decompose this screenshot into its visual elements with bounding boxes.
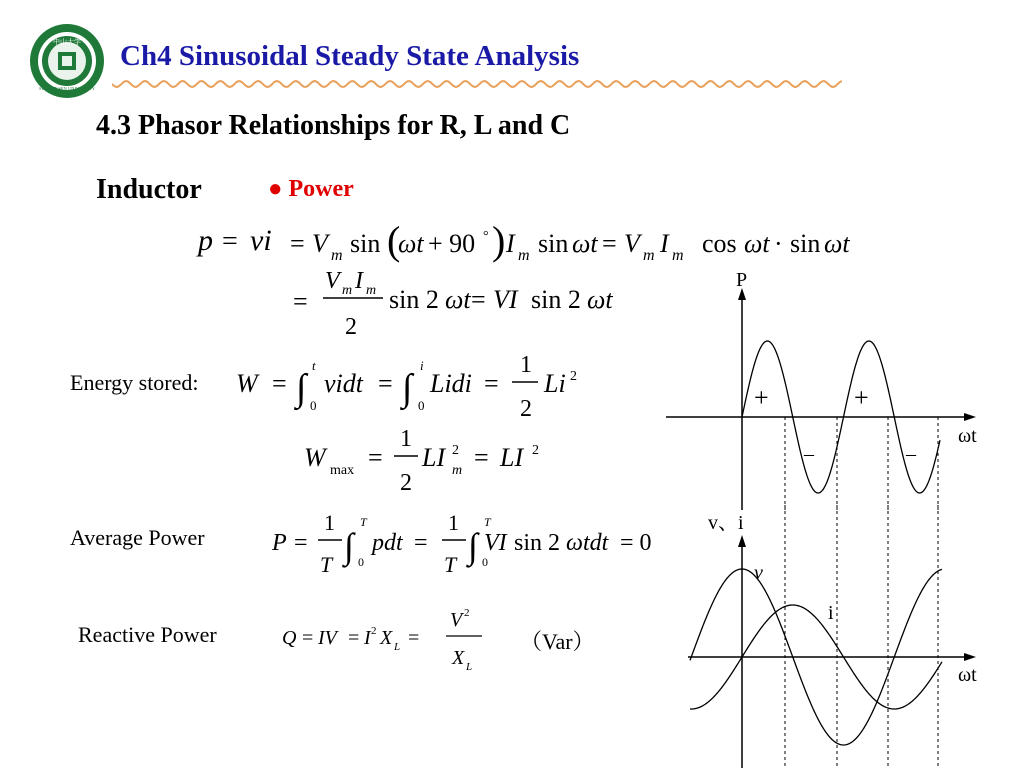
svg-text:LI: LI xyxy=(422,443,446,472)
svg-text:m: m xyxy=(672,247,684,264)
svg-text:=: = xyxy=(294,530,308,556)
svg-text:=: = xyxy=(602,229,617,258)
svg-text:m: m xyxy=(643,247,655,264)
svg-text:m: m xyxy=(342,283,353,298)
svg-text:vidt: vidt xyxy=(324,369,363,398)
svg-text:2: 2 xyxy=(532,443,539,458)
svg-text:0: 0 xyxy=(358,555,364,569)
svg-text:∫: ∫ xyxy=(402,367,413,409)
svg-text:t: t xyxy=(312,358,316,373)
svg-text:X: X xyxy=(380,627,393,649)
minus-sign-1: – xyxy=(804,443,814,465)
svg-text:max: max xyxy=(330,463,355,478)
svg-text:=: = xyxy=(222,226,238,257)
topic-heading: Inductor xyxy=(96,174,202,205)
university-logo xyxy=(28,22,106,100)
svg-text:cos: cos xyxy=(702,229,737,258)
svg-text:V: V xyxy=(624,229,640,258)
svg-text:·: · xyxy=(774,229,783,258)
svg-text:Lidi: Lidi xyxy=(430,369,472,398)
svg-text:m: m xyxy=(331,247,343,264)
svg-text:sin 2: sin 2 xyxy=(389,285,439,314)
svg-text:0: 0 xyxy=(418,398,425,413)
svg-text:ωt: ωt xyxy=(572,229,598,258)
slide-title: Ch4 Sinusoidal Steady State Analysis xyxy=(120,40,580,72)
vi-x-label: ωt xyxy=(958,664,977,686)
vi-y-arrow xyxy=(738,535,746,547)
svg-text:sin: sin xyxy=(350,229,381,258)
svg-text:ωt: ωt xyxy=(824,229,850,258)
svg-text:2: 2 xyxy=(400,470,412,496)
svg-text:1: 1 xyxy=(448,510,459,535)
svg-text:T: T xyxy=(484,515,491,529)
svg-text:+ 90: + 90 xyxy=(428,229,476,258)
average-power-label: Average Power xyxy=(70,525,205,550)
svg-text:=: = xyxy=(378,369,393,398)
subtopic-heading: ● Power xyxy=(268,176,354,202)
svg-text:°: ° xyxy=(483,229,489,244)
svg-text:=: = xyxy=(474,443,489,472)
svg-text:ωt: ωt xyxy=(744,229,770,258)
svg-text:ωt: ωt xyxy=(587,285,613,314)
svg-text:W: W xyxy=(304,443,326,472)
plus-sign-1: + xyxy=(754,383,769,412)
svg-text:2: 2 xyxy=(464,607,470,619)
svg-text:VI: VI xyxy=(484,530,507,556)
svg-text:m: m xyxy=(518,247,530,264)
svg-text:ωtdt: ωtdt xyxy=(566,530,609,556)
voltage-current-plot xyxy=(660,505,1000,768)
svg-text:P: P xyxy=(272,530,287,556)
svg-text:=: = xyxy=(368,443,383,472)
svg-text:∫: ∫ xyxy=(296,367,307,409)
title-underline xyxy=(112,78,842,90)
svg-text:0: 0 xyxy=(482,555,488,569)
svg-text:=: = xyxy=(484,369,499,398)
svg-text:I: I xyxy=(364,627,371,649)
svg-text:IV: IV xyxy=(318,627,337,649)
power-equation-line2 xyxy=(285,262,665,342)
vi-x-arrow xyxy=(964,653,976,661)
svg-text:1: 1 xyxy=(400,426,412,452)
average-power-equation xyxy=(268,506,668,586)
svg-text:(: ( xyxy=(387,218,401,263)
svg-text:2: 2 xyxy=(371,625,377,637)
svg-text:0: 0 xyxy=(310,398,317,413)
power-x-arrow xyxy=(964,413,976,421)
svg-text:=: = xyxy=(272,369,287,398)
svg-text:sin: sin xyxy=(790,229,821,258)
var-unit: （Var） xyxy=(520,629,595,654)
energy-equation xyxy=(232,348,602,428)
svg-text:=: = xyxy=(408,627,420,649)
svg-text:V: V xyxy=(312,229,328,258)
svg-text:pdt: pdt xyxy=(372,530,403,556)
svg-text:=: = xyxy=(290,229,305,258)
svg-text:m: m xyxy=(366,283,377,298)
svg-text:T: T xyxy=(444,552,457,577)
svg-text:2: 2 xyxy=(520,396,532,422)
svg-text:I: I xyxy=(660,229,669,258)
svg-text:2: 2 xyxy=(345,314,357,340)
svg-text:m: m xyxy=(452,463,463,478)
svg-text:∫: ∫ xyxy=(468,526,478,566)
svg-text:I: I xyxy=(506,229,515,258)
svg-text:2: 2 xyxy=(570,369,577,384)
reactive-power-label: Reactive Power xyxy=(78,622,217,647)
power-x-label: ωt xyxy=(958,425,977,447)
svg-text:=: = xyxy=(414,530,428,556)
svg-text:p: p xyxy=(198,224,213,257)
svg-text:T: T xyxy=(360,515,367,529)
svg-text:V: V xyxy=(325,268,340,294)
svg-text:Q: Q xyxy=(282,627,297,649)
svg-text:2: 2 xyxy=(452,443,459,458)
svg-text:V: V xyxy=(450,609,463,631)
svg-text:LI: LI xyxy=(500,443,524,472)
svg-text:=: = xyxy=(293,287,308,316)
plus-sign-2: + xyxy=(854,383,869,412)
svg-text:ωt: ωt xyxy=(398,229,424,258)
svg-text:1: 1 xyxy=(324,510,335,535)
svg-text:=: = xyxy=(348,627,360,649)
svg-text:I: I xyxy=(355,268,363,294)
svg-text:1: 1 xyxy=(520,352,532,378)
reactive-power-equation xyxy=(278,602,498,682)
section-title: 4.3 Phasor Relationships for R, L and C xyxy=(96,110,571,141)
svg-text:Li: Li xyxy=(544,369,566,398)
svg-text:= 0: = 0 xyxy=(620,530,652,556)
svg-text:T: T xyxy=(320,552,333,577)
svg-text:vi: vi xyxy=(250,224,272,257)
v-curve-label: v xyxy=(754,562,763,584)
svg-text:L: L xyxy=(394,641,401,653)
logo-en-text: SUN YAT-SEN UNIVERSITY xyxy=(39,86,95,91)
svg-text:sin 2: sin 2 xyxy=(514,530,561,556)
svg-text:W: W xyxy=(236,369,258,398)
max-energy-equation xyxy=(300,420,560,500)
svg-text:): ) xyxy=(492,218,506,263)
svg-text:VI: VI xyxy=(493,285,518,314)
svg-text:∫: ∫ xyxy=(344,526,354,566)
svg-text:X: X xyxy=(452,647,465,669)
svg-text:sin: sin xyxy=(538,229,569,258)
minus-sign-2: – xyxy=(906,443,916,465)
i-curve-label: i xyxy=(828,602,834,624)
svg-text:=: = xyxy=(302,627,314,649)
svg-text:=: = xyxy=(471,285,486,314)
svg-text:L: L xyxy=(466,661,473,673)
svg-text:sin 2: sin 2 xyxy=(531,285,581,314)
svg-text:ωt: ωt xyxy=(445,285,471,314)
power-y-label: P xyxy=(736,269,748,291)
energy-label: Energy stored: xyxy=(70,370,199,395)
power-waveform-plot xyxy=(660,260,1000,510)
svg-text:i: i xyxy=(420,358,424,373)
logo-cn-text: 中山大学 xyxy=(53,38,81,46)
vi-y-label: v、i xyxy=(708,512,744,534)
